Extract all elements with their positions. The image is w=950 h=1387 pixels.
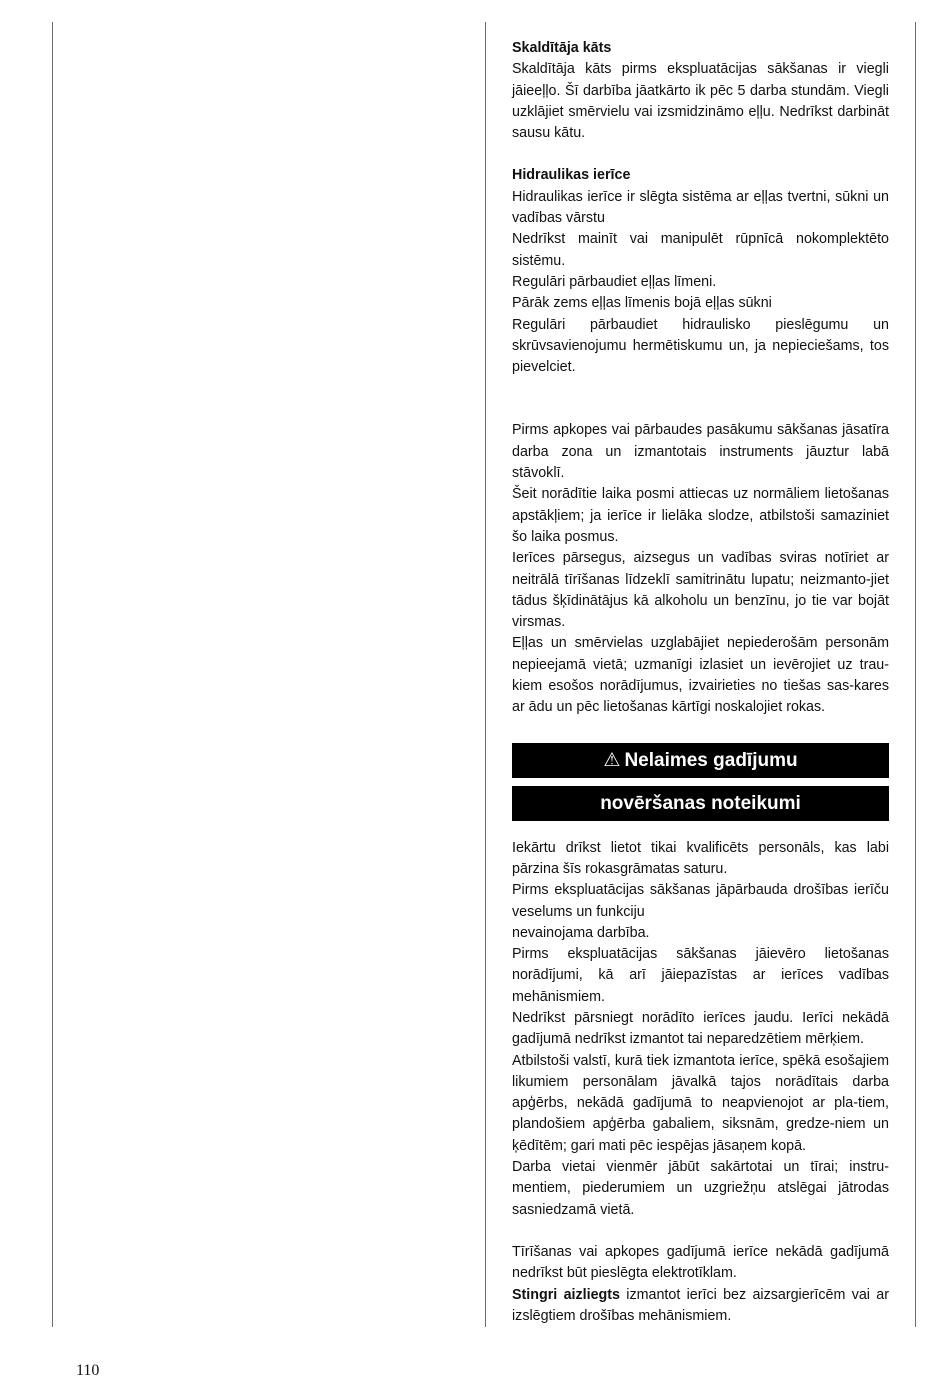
right-margin-rule	[915, 22, 916, 1327]
page-number: 110	[76, 1362, 100, 1379]
center-column-rule	[485, 22, 486, 1327]
paragraph: Regulāri pārbaudiet hidraulisko pieslēgumu un skrūvsavienojumu hermētiskumu un, ja nepieciešams, tos pievelciet.	[512, 316, 889, 376]
paragraph: Atbilstoši valstī, kurā tiek izmantota ierīce, spēkā esošajiem likumiem personālam jāvalkā tajos norādītais darba apģērbs, nekādā gadījumā to neapvienojot ar pla-tiem, plandošiem apģērba gabaliem, siksnām, gredze-niem un ķēdītēm; gari mati pēc iespējas jāsaņem kopā.	[512, 1052, 889, 1154]
safety-banner	[512, 743, 889, 821]
paragraph: Pirms ekspluatācijas sākšanas jāievēro lietošanas norādījumi, kā arī jāiepazīstas ar ierīces vadības mehānismiem.	[512, 946, 889, 1005]
banner-subtitle: novēršanas noteikumi	[600, 792, 801, 814]
section-cleaning	[512, 1242, 889, 1327]
banner-title: Nelaimes gadījumu	[624, 749, 798, 771]
section-heading: Hidraulikas ierīce	[512, 167, 631, 184]
section-accident-prevention	[512, 838, 889, 1221]
section-splitter-rod	[512, 38, 889, 144]
section-heading: Skaldītāja kāts	[512, 40, 612, 56]
paragraph: Iekārtu drīkst lietot tikai kvalificēts personāls, kas labi pārzina šīs rokasgrāmatas saturu.	[512, 839, 889, 877]
text-column	[512, 38, 889, 1327]
paragraph: Pārāk zems eļļas līmenis bojā eļļas sūkni	[512, 295, 772, 312]
warning-triangle-icon: ⚠	[603, 749, 621, 771]
paragraph: Regulāri pārbaudiet eļļas līmeni.	[512, 273, 717, 290]
paragraph: Ierīces pārsegus, aizsegus un vadības sviras notīriet ar neitrālā tīrīšanas līdzeklī samitrinātu lupatu; neizmanto-jiet tādus šķīdinātājus kā alkoholu un benzīnu, jo tie var bojāt virsmas.	[512, 550, 889, 631]
section-hydraulics	[512, 165, 889, 378]
paragraph: nevainojama darbība.	[512, 924, 650, 941]
emphasis-strictly-forbidden: Stingri aizliegts	[512, 1286, 620, 1303]
paragraph: Tīrīšanas vai apkopes gadījumā ierīce nekādā gadījumā nedrīkst būt pieslēgta elektrotīklam.	[512, 1243, 889, 1282]
paragraph: Eļļas un smērvielas uzglabājiet nepiederošām personām nepieejamā vietā; uzmanīgi izlasiet un ievērojiet uz trau-kiem esošos norādījumus, izvairieties no tiešas sas-kares ar ādu un pēc lietošanas kārtīgi noskalojiet rokas.	[512, 635, 889, 716]
paragraph: Pirms apkopes vai pārbaudes pasākumu sākšanas jāsatīra darba zona un izmantotais instruments jāuztur labā stāvoklī.	[512, 422, 889, 482]
paragraph: Nedrīkst mainīt vai manipulēt rūpnīcā nokomplektēto sistēmu.	[512, 231, 889, 269]
paragraph: Skaldītāja kāts pirms ekspluatācijas sākšanas ir viegli jāieeļļo. Šī darbība jāatkārto ik pēc 5 darba stundām. Viegli uzklājiet smērvielu vai izsmidzināmo eļļu. Nedrīkst darbināt sausu kātu.	[512, 61, 889, 142]
paragraph: Darba vietai vienmēr jābūt sakārtotai un tīrai; instru-mentiem, piederumiem un uzgriežņu atslēgai jātrodas sasniedzamā vietā.	[512, 1159, 889, 1218]
paragraph-rest: izmantot ierīci bez aizsargierīcēm vai ar izslēgtiem drošības mehānismiem.	[512, 1286, 889, 1324]
paragraph: Nedrīkst pārsniegt norādīto ierīces jaudu. Ierīci nekādā gadījumā nedrīkst izmantot tai neparedzētiem mērķiem.	[512, 1009, 889, 1048]
left-margin-rule	[52, 22, 53, 1327]
paragraph: Hidraulikas ierīce ir slēgta sistēma ar eļļas tvertni, sūkni un vadības vārstu	[512, 188, 889, 227]
safety-banner-line-2	[512, 786, 889, 821]
paragraph	[512, 1285, 889, 1328]
paragraph: Šeit norādītie laika posmi attiecas uz normāliem lietošanas apstākļiem; ja ierīce ir lielāka slodze, atbilstoši samaziniet šo laika posmus.	[512, 486, 889, 545]
section-maintenance	[512, 420, 889, 718]
safety-banner-line-1	[512, 743, 889, 778]
paragraph: Pirms ekspluatācijas sākšanas jāpārbauda drošības ierīču veselums un funkciju	[512, 882, 889, 920]
